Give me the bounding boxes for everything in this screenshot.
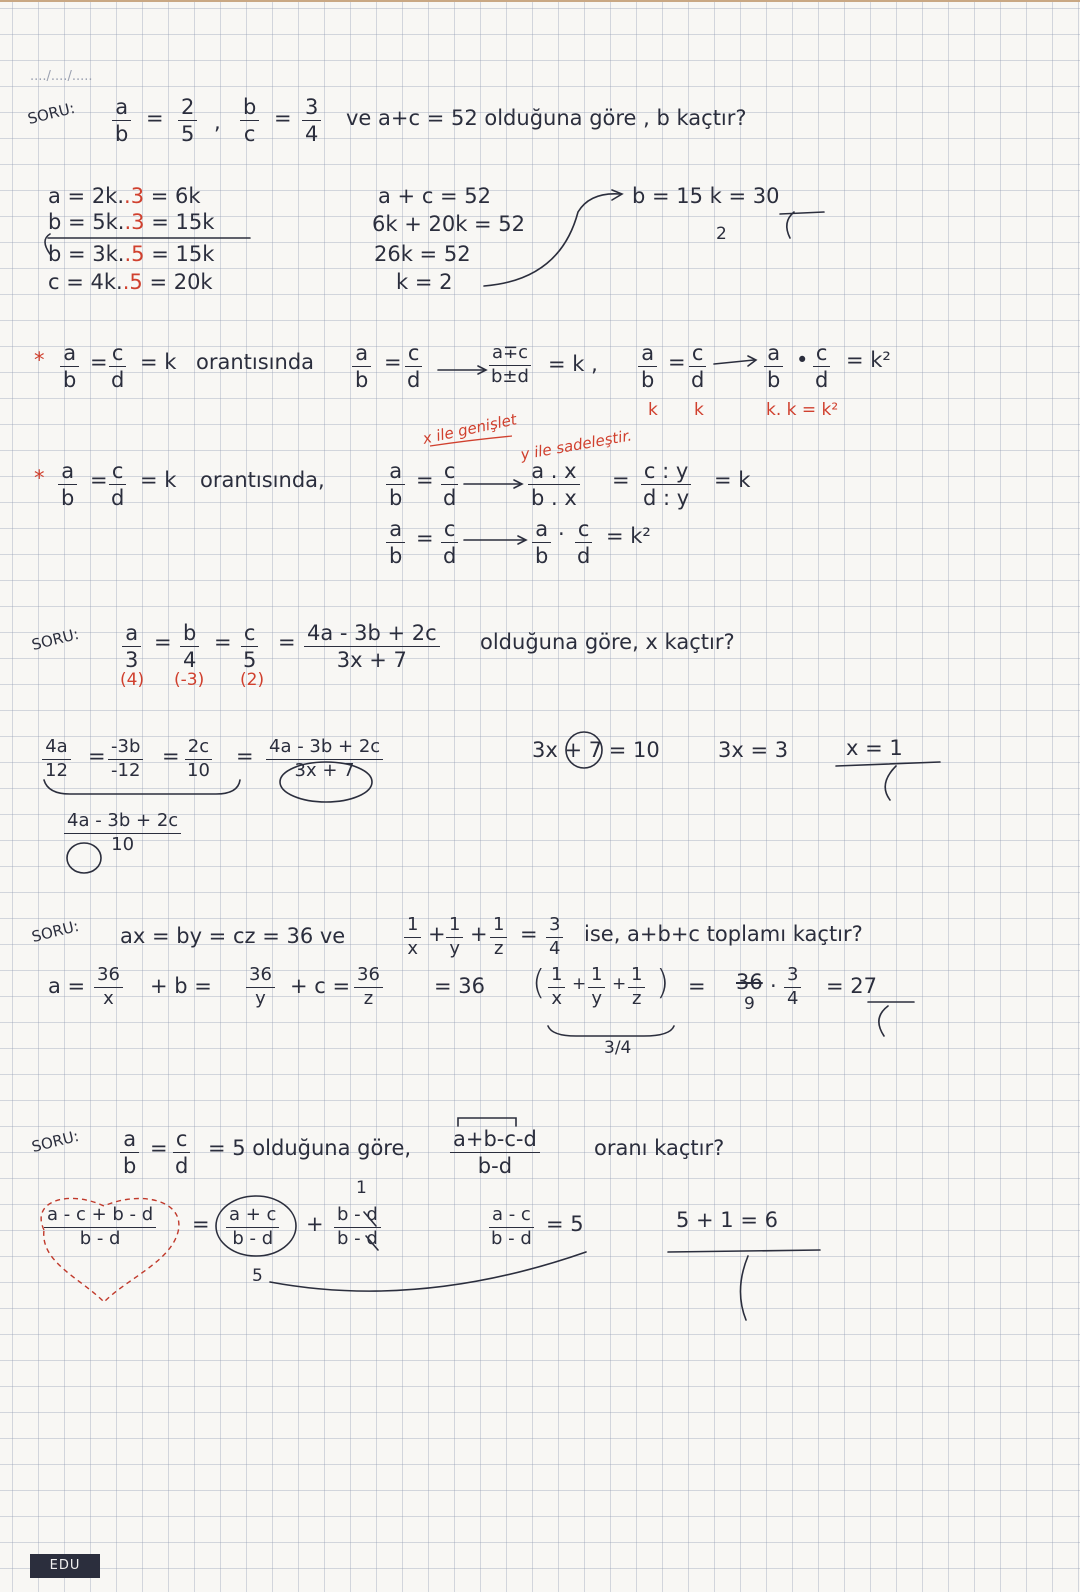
arrow-curve [484,194,620,286]
plus: + [612,974,627,994]
note-expand: x ile genişlet [421,410,519,448]
fraction-1-z: $\frac{1}{z}$ [490,916,507,959]
header-date: ..../..../..... [30,69,93,84]
fraction-a-3: $\frac{a}{3}$ [122,622,141,671]
fraction-sum: $\frac{a\mp c}{b\pm d}$ [488,344,532,387]
answer-check [787,212,794,238]
equals-k-squared: = k² [846,348,891,372]
fraction-a-b: $\frac{a}{b}$ [120,1128,139,1177]
dot: · [558,522,565,546]
result-subscript: 2 [716,224,727,244]
equals-sign: = [214,630,232,654]
fraction-c-5: $\frac{c}{5}$ [240,622,259,671]
coef-label: (2) [240,670,265,690]
fraction-36-z: $\frac{36}{z}$ [354,966,383,1009]
fraction-1-y: $\frac{1}{y}$ [446,916,463,959]
fraction-c-d: $\frac{c}{d}$ [404,342,423,391]
equals-sign: = [146,106,164,130]
fraction-a-b: $\frac{a}{b}$ [352,342,371,391]
work-line: b = 5k..3 = 15k [48,210,215,234]
cancelled-36: 36 [736,970,763,994]
answer: 5 + 1 = 6 [676,1208,778,1232]
heart-icon [41,1198,179,1302]
equals-sign: = [90,468,108,492]
a-label: a = [48,974,86,998]
fraction-sum-10: $\frac{4a - 3b + 2c}{10}$ [64,812,181,855]
equals-sign: = [416,468,434,492]
fraction-cy-dy: $\frac{c : y}{d : y}$ [640,460,692,509]
dot: · [770,974,777,998]
dot: • [796,348,809,372]
paren-open: ( [532,963,546,1003]
equals-36: = 36 [434,974,485,998]
equals-k-squared: = k² [606,524,651,548]
equation: 3x = 3 [718,738,789,762]
work-line: a + c = 52 [378,184,492,208]
comma: , [214,110,221,134]
c-label: + c = [290,974,351,998]
equals-k: = k [140,350,177,374]
equals-sign: = [688,974,706,998]
fraction-a-b: $\frac{a}{b}$ [58,460,77,509]
equals-sign: = [88,744,106,768]
fraction-a-b: $\frac{a}{b}$ [638,342,657,391]
fraction-c-d: $\frac{c}{d}$ [440,460,459,509]
equation: 3x + 7 = 10 [532,738,660,762]
fraction-c-d: $\frac{c}{d}$ [172,1128,191,1177]
fraction-ac-bd-given: $\frac{a - c}{b - d}$ [488,1206,535,1249]
fraction-bd-bd: $\frac{b - d}{b - d}$ [334,1206,381,1249]
plus: + [572,974,587,994]
fraction-a-b: $\frac{a}{b}$ [60,342,79,391]
plus: + [306,1212,324,1236]
fraction-3b-12: $\frac{-3b}{-12}$ [108,738,143,781]
coef-label: (4) [120,670,145,690]
fraction-36-x: $\frac{36}{x}$ [94,966,123,1009]
equals-k: = k [140,468,177,492]
equals-sign: = [192,1212,210,1236]
fraction-c-d: $\frac{c}{d}$ [108,342,127,391]
equals-sign: = [274,106,292,130]
fraction-a-b: $\frac{a}{b}$ [386,460,405,509]
equals-5: = 5 [546,1212,584,1236]
result-line: b = 15 k = 30 [632,184,780,208]
equals-k: = k , [548,352,598,376]
fraction-c-d: $\frac{c}{d}$ [574,518,593,567]
equals-sign: = [278,630,296,654]
fraction-1-z: $\frac{1}{z}$ [628,966,645,1009]
answer: x = 1 [846,736,903,760]
arrow-head [612,190,622,200]
fraction-ac-bd: $\frac{a + c}{b - d}$ [226,1206,279,1249]
fraction-a-b: $\frac{a}{b}$ [532,518,551,567]
brace-result: 3/4 [604,1038,632,1058]
fraction-4a-12: $\frac{4a}{12}$ [42,738,71,781]
statement: ax = by = cz = 36 ve [120,924,346,948]
note-simplify: y ile sadeleştir. [519,426,634,464]
answer: = 27 [826,974,877,998]
equals-sign: = [668,350,686,374]
value-5: 5 [252,1266,263,1286]
question-text: ve a+c = 52 olduğuna göre , b kaçtır? [346,106,747,130]
fraction-c-d: $\frac{c}{d}$ [440,518,459,567]
equals-sign: = [90,350,108,374]
fraction-a-b: $\frac{a}{b}$ [764,342,783,391]
work-line: k = 2 [396,270,453,294]
red-k: k [648,400,658,420]
fraction-c-d: $\frac{c}{d}$ [688,342,707,391]
fraction-c-d: $\frac{c}{d}$ [812,342,831,391]
equals-sign: = [416,526,434,550]
reduced-9: 9 [744,994,755,1014]
equals-sign: = [612,468,630,492]
equals-sign: = [236,744,254,768]
condition-text: = 5 olduğuna göre, [208,1136,412,1160]
question-text: ise, a+b+c toplamı kaçtır? [584,922,863,946]
red-k: k [694,400,704,420]
rule-word: orantısında, [200,468,325,492]
paren-close: ) [656,963,670,1003]
brace-stroke [45,234,50,254]
fraction-c-d: $\frac{c}{d}$ [108,460,127,509]
question-text: oranı kaçtır? [594,1136,725,1160]
fraction-b-c: $\frac{b}{c}$ [240,96,259,145]
fraction-1-y: $\frac{1}{y}$ [588,966,605,1009]
fraction-3-4: $\frac{3}{4}$ [784,966,801,1009]
fraction-36-y: $\frac{36}{y}$ [246,966,275,1009]
fraction-2-5: $\frac{2}{5}$ [178,96,197,145]
equals-sign: = [162,744,180,768]
b-label: + b = [150,974,212,998]
fraction-a-b: $\frac{a}{b}$ [386,518,405,567]
fraction-3x7: $\frac{4a - 3b + 2c}{3x + 7}$ [266,738,383,781]
question-text: olduğuna göre, x kaçtır? [480,630,735,654]
question-label: SORU: [25,98,77,128]
fraction-2c-10: $\frac{2c}{10}$ [184,738,213,781]
rule-word: orantısında [196,350,315,374]
question-label: SORU: [29,624,81,654]
equals-sign: = [154,630,172,654]
fraction-1-x: $\frac{1}{x}$ [548,966,565,1009]
work-line: 26k = 52 [374,242,471,266]
equals-sign: = [384,350,402,374]
fraction-ax-bx: $\frac{a . x}{b . x}$ [528,460,580,509]
publisher-logo: EDU [30,1554,100,1578]
work-line: c = 4k..5 = 20k [48,270,213,294]
equals-k: = k [714,468,751,492]
plus: + [428,922,446,946]
work-line: 6k + 20k = 52 [372,212,526,236]
cancel-result: 1 [356,1178,367,1198]
fraction-target: $\frac{a+b-c-d}{b-d}$ [450,1128,540,1177]
question-label: SORU: [29,916,81,946]
fraction-3-4: $\frac{3}{4}$ [546,916,563,959]
question-label: SORU: [29,1126,81,1156]
red-k-product: k. k = k² [766,400,839,420]
fraction-a-b: $\frac{a}{b}$ [112,96,131,145]
fraction-3-4: $\frac{3}{4}$ [302,96,321,145]
star-icon: * [34,466,45,490]
fraction-b-4: $\frac{b}{4}$ [180,622,199,671]
star-icon: * [34,348,45,372]
coef-label: (-3) [174,670,205,690]
fraction-main: $\frac{4a - 3b + 2c}{3x + 7}$ [304,622,440,671]
equals-sign: = [150,1136,168,1160]
equals-sign: = [520,922,538,946]
plus: + [470,922,488,946]
fraction-1-x: $\frac{1}{x}$ [404,916,421,959]
fraction-heart: $\frac{a - c + b - d}{b - d}$ [44,1206,156,1249]
work-line: b = 3k..5 = 15k [48,242,215,266]
work-line: a = 2k..3 = 6k [48,184,201,208]
